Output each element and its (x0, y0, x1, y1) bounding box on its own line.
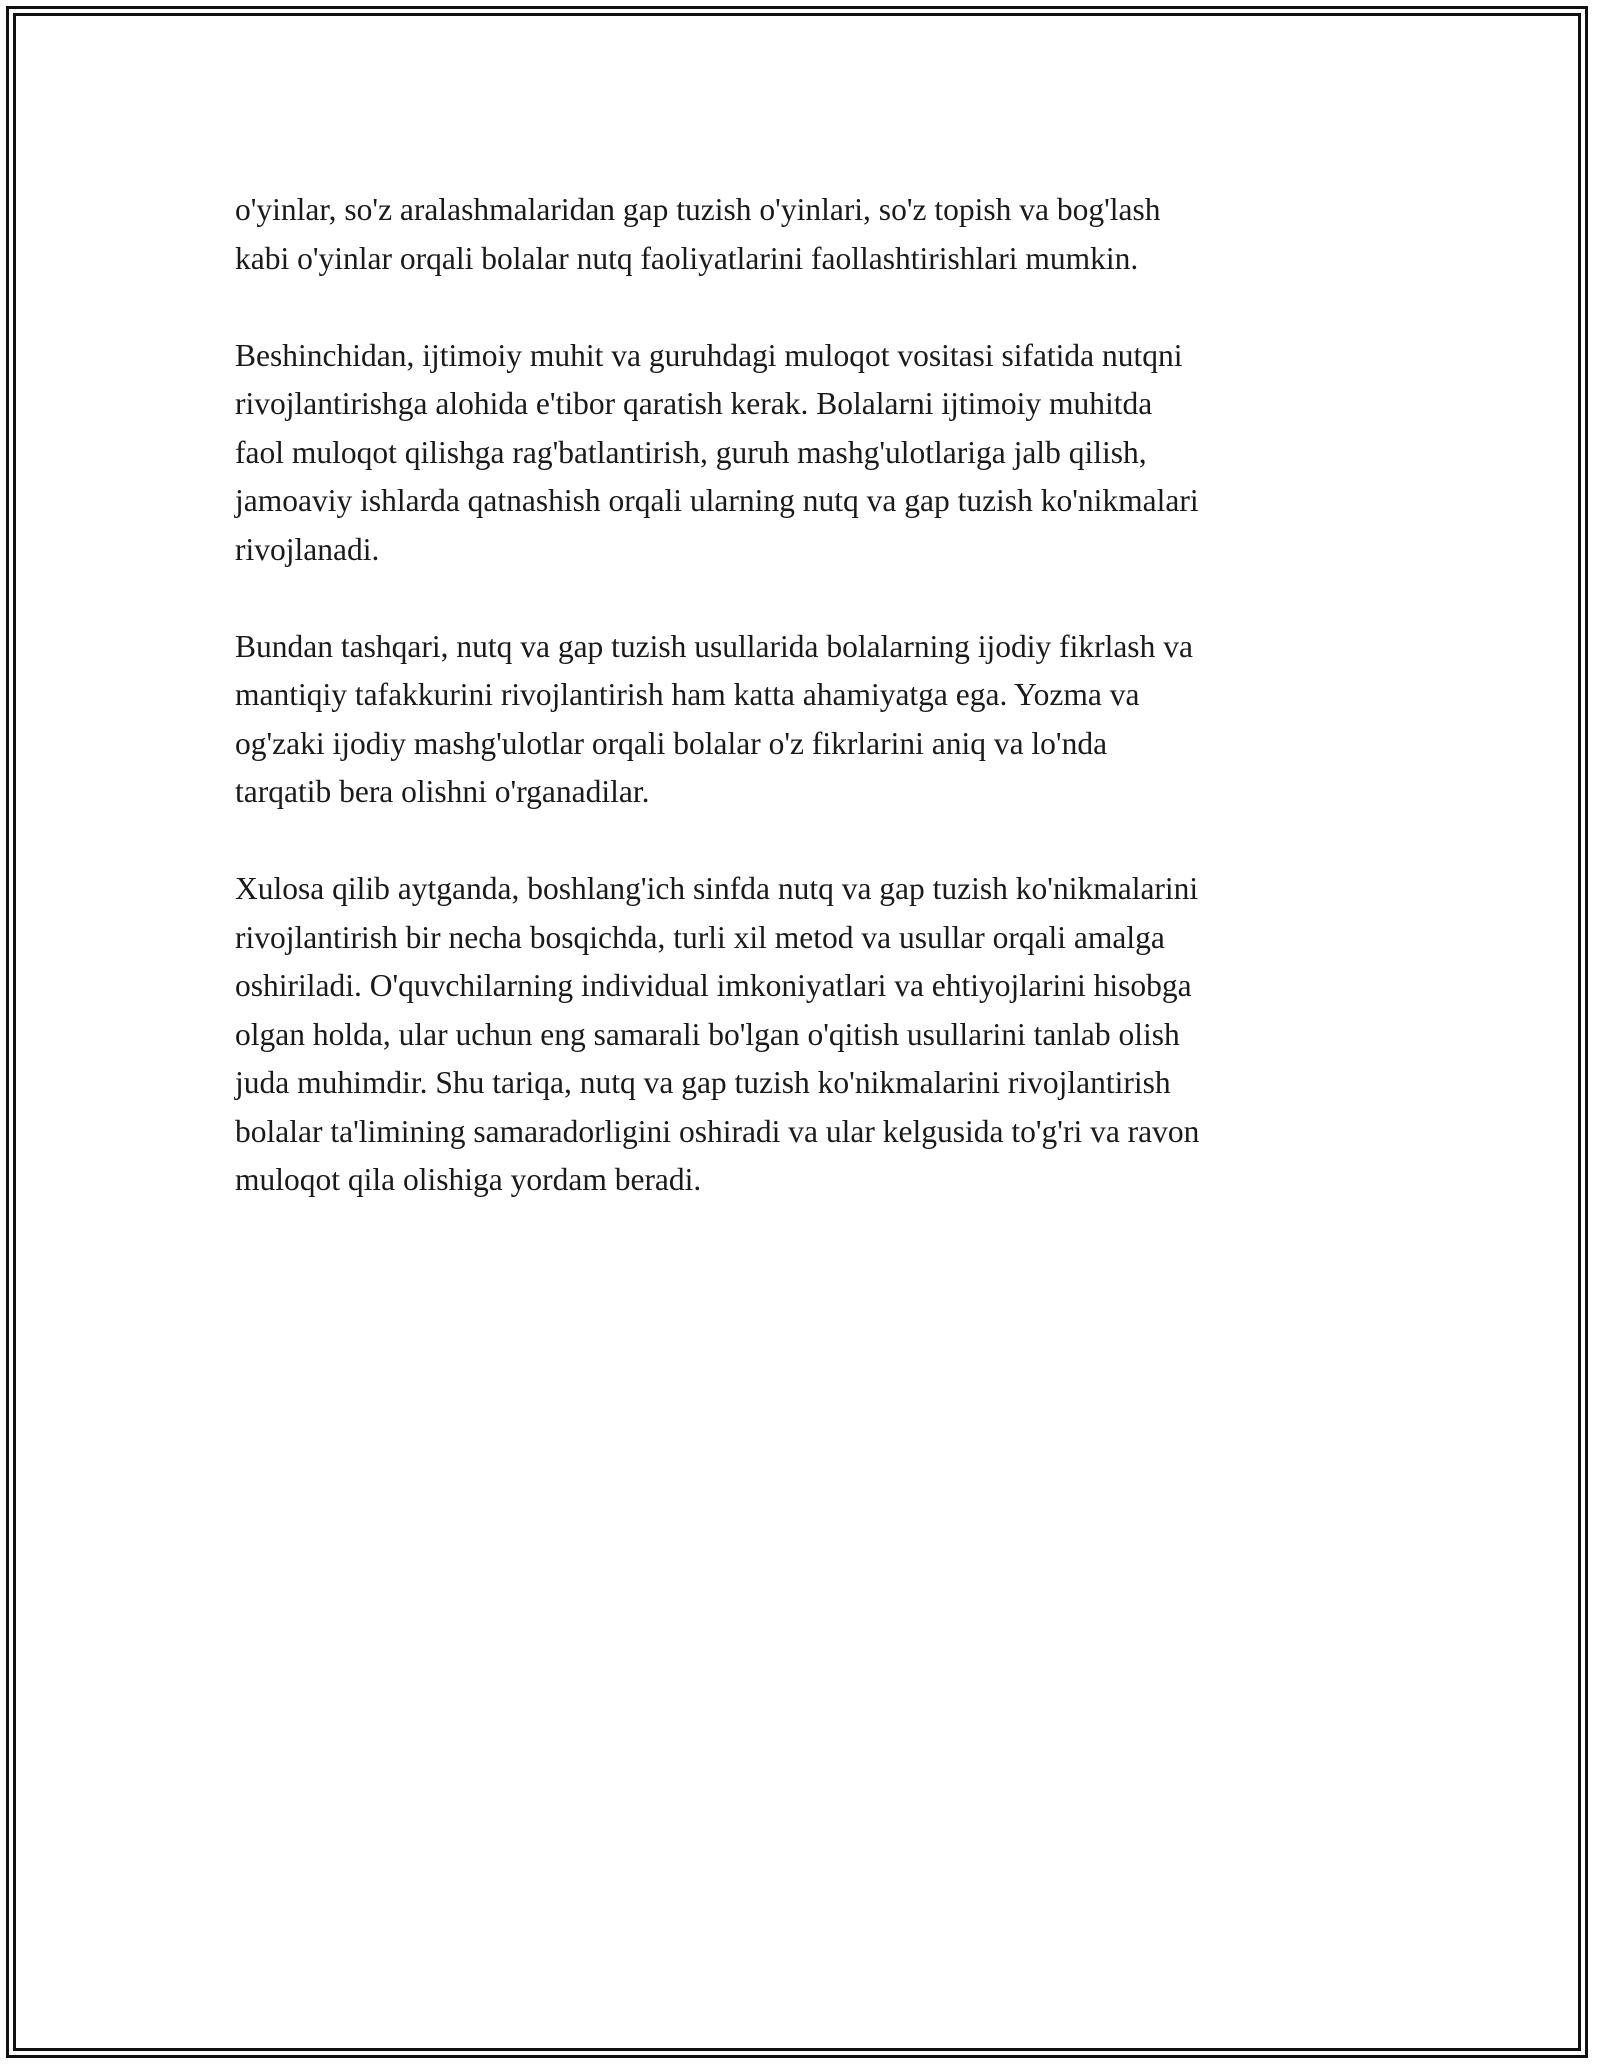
paragraph-line: faol muloqot qilishga rag'batlantirish, guruh mashg'ulotlariga jalb qilish, (235, 434, 1147, 470)
paragraph-line: jamoaviy ishlarda qatnashish orqali ularning nutq va gap tuzish ko'nikmalari (235, 483, 1199, 518)
paragraph-line: tarqatib bera olishni o'rganadilar. (235, 774, 650, 809)
paragraph-line: mantiqiy tafakkurini rivojlantirish ham katta ahamiyatga ega. Yozma va (235, 677, 1140, 712)
paragraph-line: Bundan tashqari, nutq va gap tuzish usullarida bolalarning ijodiy fikrlash va (235, 628, 1193, 664)
paragraph-2 (235, 332, 1375, 575)
paragraph-line: rivojlantirishga alohida e'tibor qaratish kerak. Bolalarni ijtimoiy muhitda (235, 386, 1153, 421)
paragraph-line: olgan holda, ular uchun eng samarali bo'lgan o'qitish usullarini tanlab olish (235, 1016, 1180, 1052)
paragraph-line: Xulosa qilib aytganda, boshlang'ich sinfda nutq va gap tuzish ko'nikmalarini (235, 871, 1199, 906)
paragraph-line: rivojlantirish bir necha bosqichda, turli xil metod va usullar orqali amalga (235, 919, 1165, 955)
paragraph-line: bolalar ta'limining samaradorligini oshiradi va ular kelgusida to'g'ri va ravon (235, 1113, 1200, 1149)
paragraph-line: kabi o'yinlar orqali bolalar nutq faoliyatlarini faollashtirishlari mumkin. (235, 240, 1139, 276)
document-body (235, 186, 1375, 1253)
paragraph-1 (235, 186, 1375, 283)
paragraph-line: og'zaki ijodiy mashg'ulotlar orqali bolalar o'z fikrlarini aniq va lo'nda (235, 725, 1108, 761)
paragraph-4 (235, 865, 1375, 1205)
paragraph-line: juda muhimdir. Shu tariqa, nutq va gap tuzish ko'nikmalarini rivojlantirish (235, 1065, 1171, 1100)
paragraph-line: o'yinlar, so'z aralashmalaridan gap tuzish o'yinlari, so'z topish va bog'lash (235, 192, 1161, 227)
paragraph-line: muloqot qila olishiga yordam beradi. (235, 1162, 702, 1197)
paragraph-line: Beshinchidan, ijtimoiy muhit va guruhdagi muloqot vositasi sifatida nutqni (235, 337, 1183, 373)
paragraph-3 (235, 623, 1375, 817)
paragraph-line: oshiriladi. O'quvchilarning individual imkoniyatlari va ehtiyojlarini hisobga (235, 968, 1192, 1003)
paragraph-line: rivojlanadi. (235, 531, 380, 567)
